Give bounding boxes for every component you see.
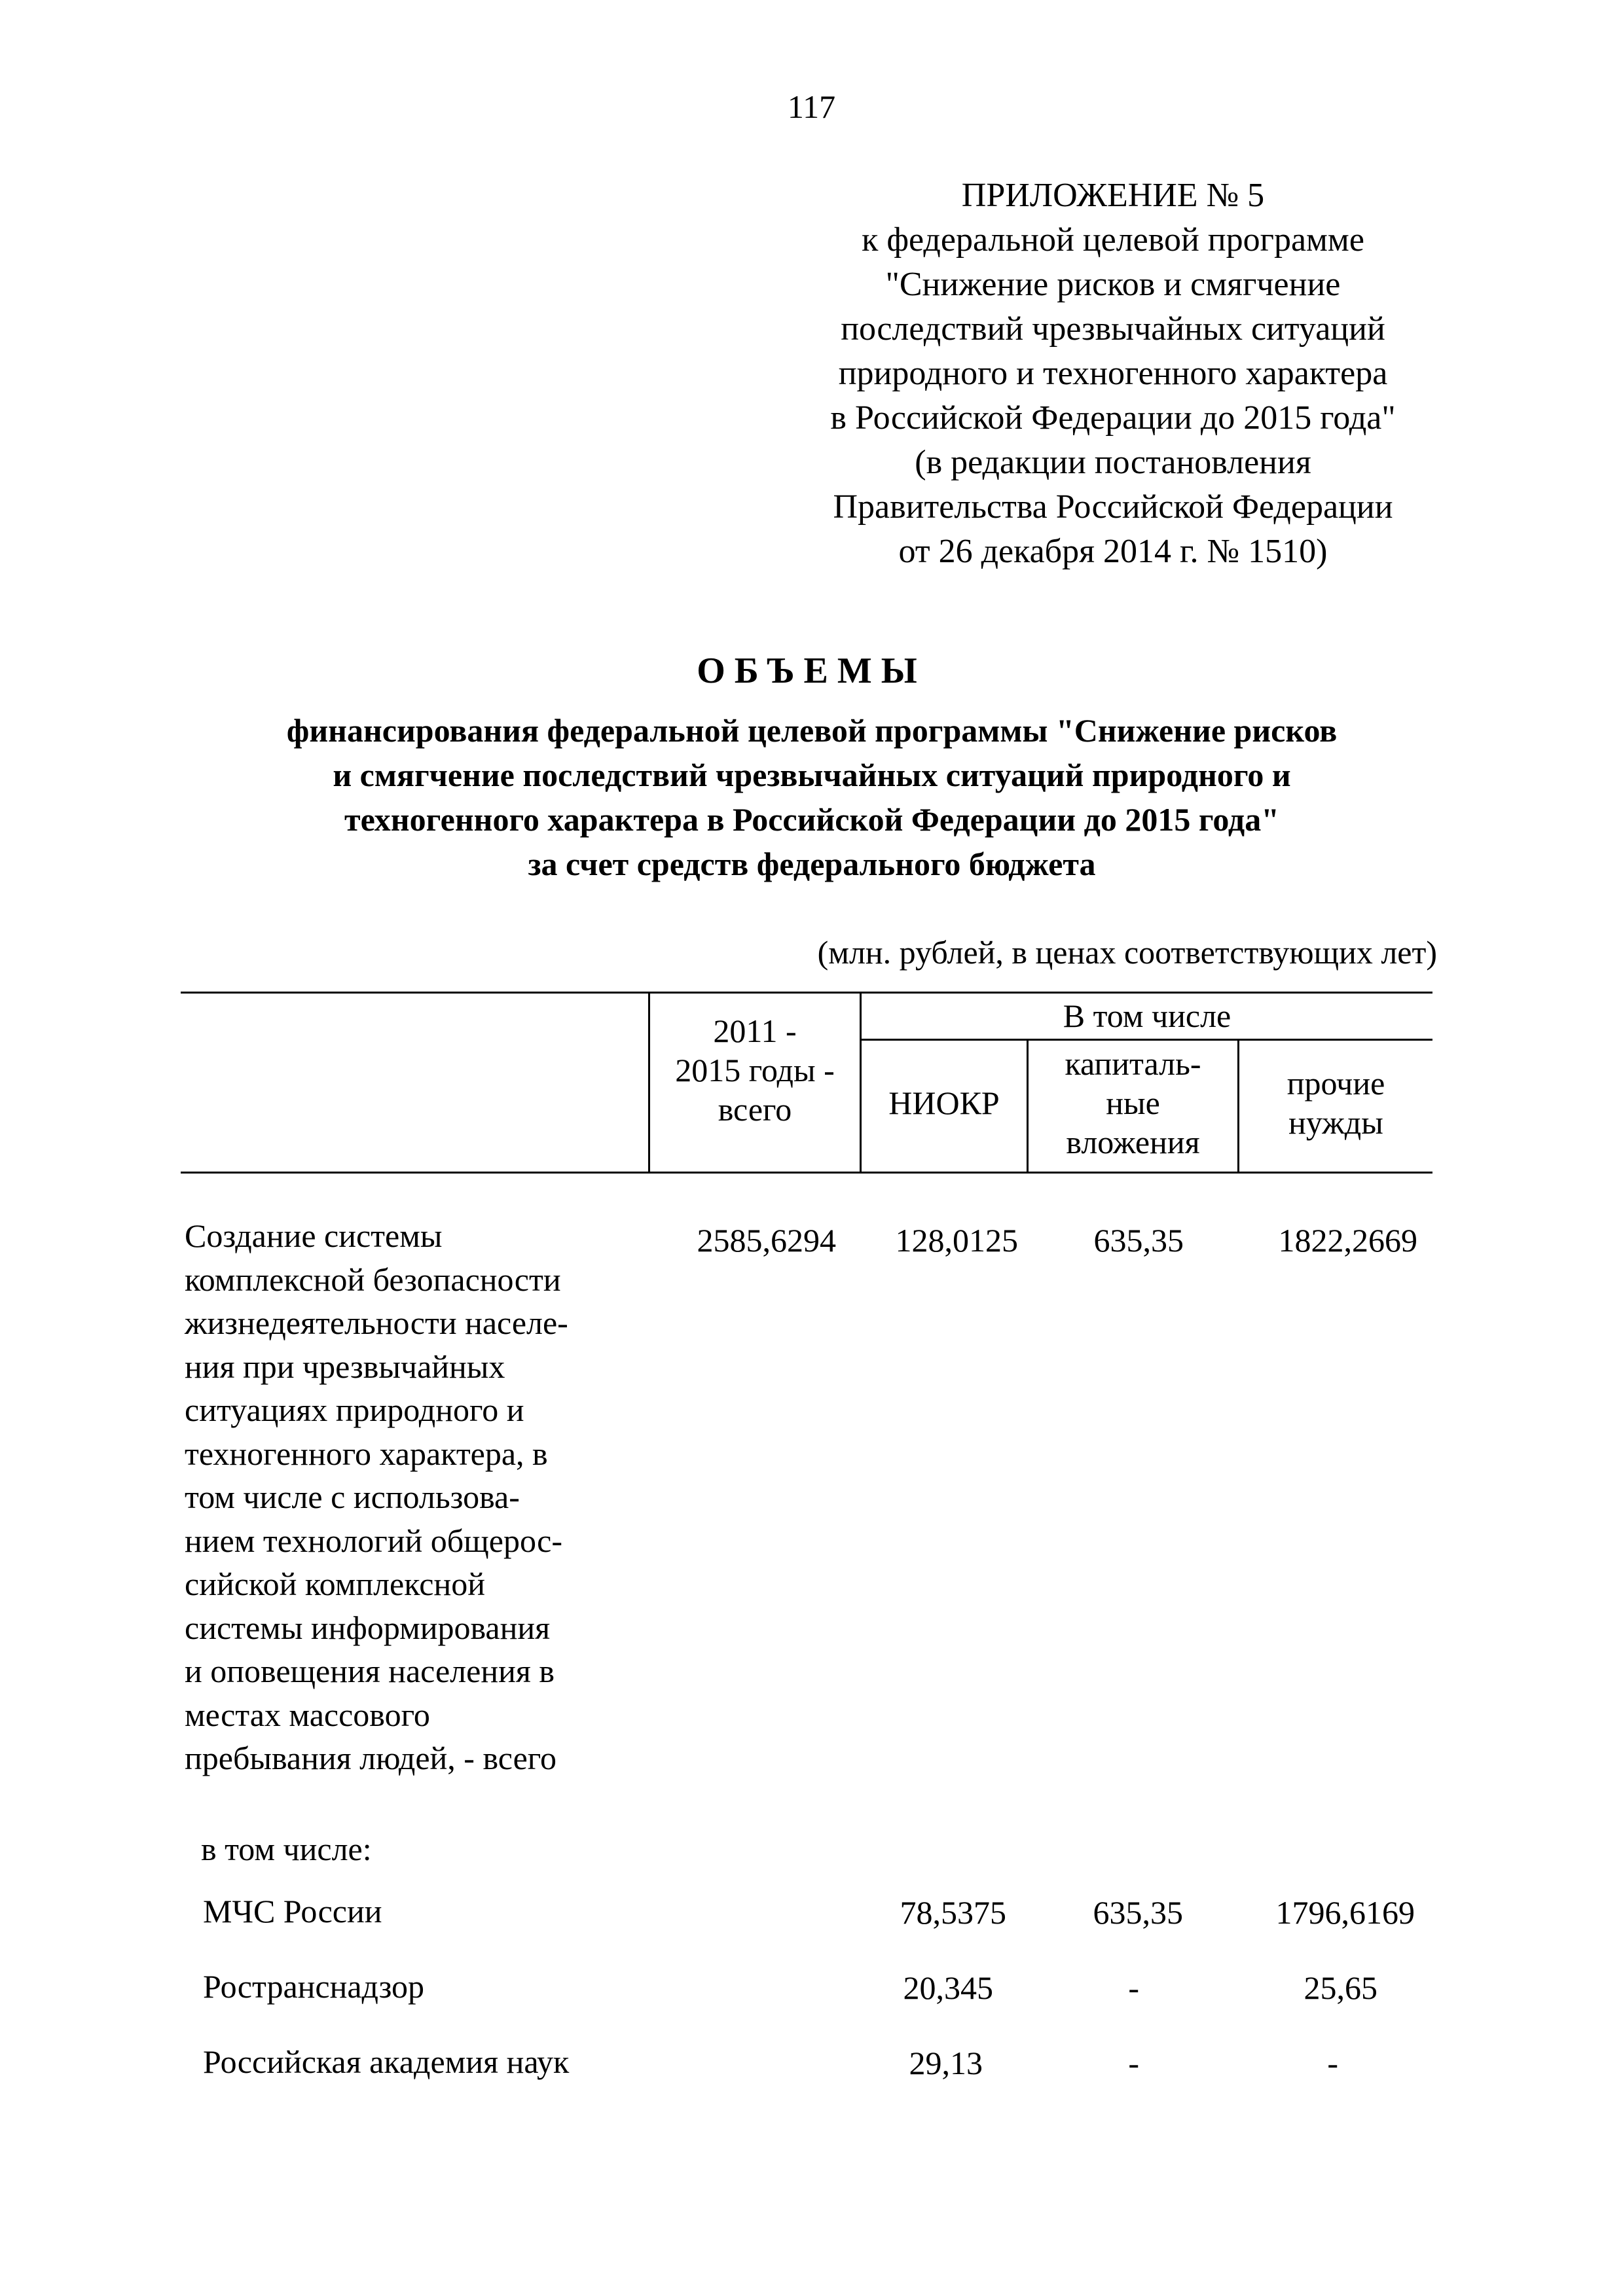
main-niokr-value: 128,0125 bbox=[895, 1222, 1018, 1259]
main-row-label-line: жизнедеятельности населе- bbox=[185, 1304, 568, 1341]
main-row-label-line: сийской комплексной bbox=[185, 1566, 486, 1602]
document-title: ОБЪЕМЫ bbox=[697, 651, 926, 691]
subtitle-line: техногенного характера в Российской Федерации до 2015 года" bbox=[344, 801, 1279, 838]
appendix-line: к федеральной целевой программе bbox=[862, 221, 1364, 259]
sub-row-niokr: 29,13 bbox=[909, 2045, 983, 2081]
units-note: (млн. рублей, в ценах соответствующих лет) bbox=[817, 934, 1437, 971]
header-other-line: прочие bbox=[1286, 1065, 1385, 1102]
sub-row-other: 25,65 bbox=[1304, 1969, 1377, 2006]
main-row-label-line: техногенного характера, в bbox=[185, 1435, 548, 1472]
main-total-value: 2585,6294 bbox=[697, 1222, 836, 1259]
sub-row-niokr: 78,5375 bbox=[900, 1894, 1006, 1931]
header-capital-line: капиталь- bbox=[1065, 1045, 1201, 1082]
header-total bbox=[650, 1011, 860, 1129]
main-row-label-line: ситуациях природного и bbox=[185, 1391, 524, 1428]
appendix-line: Правительства Российской Федерации bbox=[833, 488, 1393, 526]
header-total-line: 2015 годы - bbox=[675, 1052, 835, 1088]
table-header-bottom-rule bbox=[181, 1172, 1432, 1174]
appendix-line: ПРИЛОЖЕНИЕ № 5 bbox=[961, 177, 1265, 214]
sub-row-other: - bbox=[1327, 2045, 1338, 2081]
sub-row-niokr: 20,345 bbox=[903, 1969, 993, 2006]
main-row-label-line: местах массового bbox=[185, 1696, 430, 1733]
main-row-label-line: Создание системы bbox=[185, 1217, 443, 1254]
main-row-label-line: комплексной безопасности bbox=[185, 1261, 561, 1298]
main-row-label-line: системы информирования bbox=[185, 1609, 551, 1646]
main-row-label-line: нием технологий общерос- bbox=[185, 1522, 563, 1559]
header-niokr: НИОКР bbox=[888, 1085, 1000, 1121]
main-row-label-line: и оповещения населения в bbox=[185, 1653, 555, 1689]
appendix-line: (в редакции постановления bbox=[915, 444, 1311, 481]
appendix-line: природного и техногенного характера bbox=[838, 355, 1388, 392]
main-row-label-line: том числе с использова- bbox=[185, 1479, 520, 1515]
group-header-rule bbox=[860, 1039, 1432, 1041]
main-row-label-line: пребывания людей, - всего bbox=[185, 1740, 557, 1776]
header-other bbox=[1239, 1064, 1432, 1142]
appendix-line: "Снижение рисков и смягчение bbox=[885, 266, 1341, 303]
main-row-label-line: ния при чрезвычайных bbox=[185, 1348, 505, 1385]
appendix-block bbox=[694, 173, 1532, 574]
header-group: В том числе bbox=[1063, 997, 1231, 1034]
subtitle-line: за счет средств федерального бюджета bbox=[528, 846, 1096, 882]
header-capital bbox=[1029, 1044, 1237, 1162]
header-total-line: 2011 - bbox=[713, 1013, 797, 1049]
main-row-label bbox=[185, 1214, 643, 1780]
appendix-line: от 26 декабря 2014 г. № 1510) bbox=[898, 533, 1328, 570]
header-capital-line: ные bbox=[1106, 1085, 1160, 1121]
sub-row-capital: - bbox=[1128, 2045, 1139, 2081]
subtitle-line: финансирования федеральной целевой программы "Снижение рисков bbox=[286, 712, 1338, 749]
sub-row-label: Российская академия наук bbox=[203, 2043, 570, 2080]
header-other-line: нужды bbox=[1288, 1104, 1383, 1141]
sub-row-capital: 635,35 bbox=[1093, 1894, 1183, 1931]
header-total-line: всего bbox=[718, 1091, 792, 1128]
sub-row-label: МЧС России bbox=[203, 1893, 382, 1929]
document-subtitle bbox=[144, 708, 1480, 886]
page-number: 117 bbox=[787, 88, 836, 125]
sub-row-capital: - bbox=[1128, 1969, 1139, 2006]
sub-row-other: 1796,6169 bbox=[1275, 1894, 1415, 1931]
appendix-line: последствий чрезвычайных ситуаций bbox=[841, 310, 1385, 348]
sub-row-label: Ространснадзор bbox=[203, 1968, 425, 2005]
appendix-line: в Российской Федерации до 2015 года" bbox=[830, 399, 1396, 437]
table-top-rule bbox=[181, 992, 1432, 994]
main-capital-value: 635,35 bbox=[1093, 1222, 1184, 1259]
subtitle-line: и смягчение последствий чрезвычайных ситуаций природного и bbox=[333, 757, 1291, 793]
header-capital-line: вложения bbox=[1066, 1124, 1200, 1160]
main-other-value: 1822,2669 bbox=[1278, 1222, 1417, 1259]
including-label: в том числе: bbox=[201, 1831, 372, 1867]
